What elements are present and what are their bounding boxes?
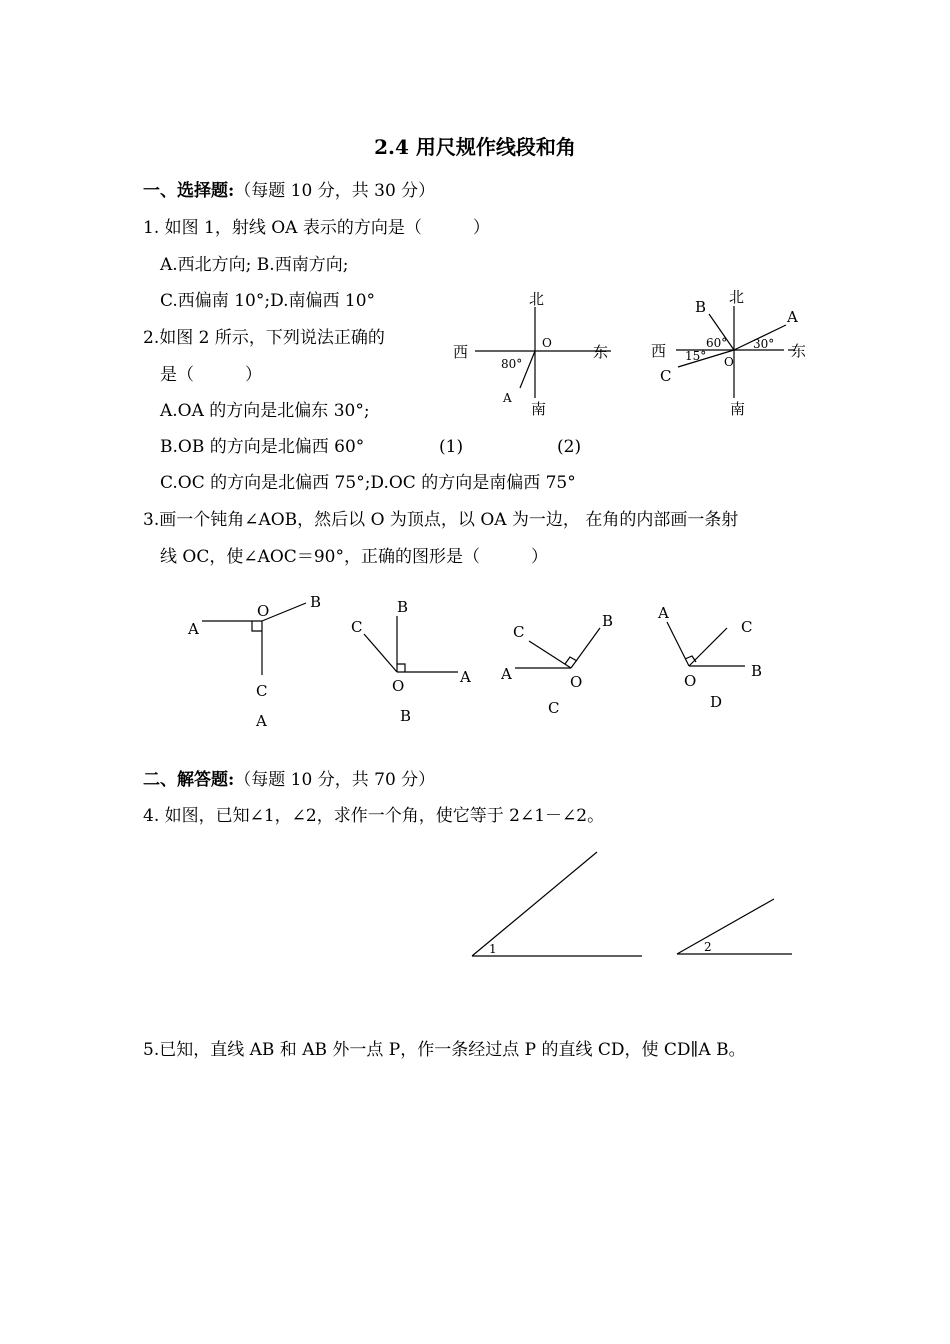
q3-stem-line1: 3.画一个钝角∠AOB，然后以 O 为顶点，以 OA 为一边， 在角的内部画一条射 (143, 510, 739, 530)
label-b: B (397, 598, 409, 616)
origin-label: O (724, 355, 734, 369)
section1-header (143, 181, 435, 201)
angle-30-label: 30° (753, 337, 775, 351)
ray-ob (571, 628, 600, 668)
section2-heading: 二、解答题: (143, 770, 235, 790)
figure1-compass (440, 280, 620, 420)
q1-stem: 1. 如图 1，射线 OA 表示的方向是（ ） (143, 218, 490, 238)
q3-stem-line2: 线 OC，使∠AOC＝90°，正确的图形是（ ） (160, 547, 548, 567)
label-a: A (188, 620, 199, 638)
angle-60-label: 60° (706, 336, 728, 350)
angle2-label: 2 (704, 940, 712, 954)
label-o: O (570, 673, 583, 691)
page-title: 2.4 用尺规作线段和角 (374, 135, 576, 159)
section1-heading: 一、选择题: (143, 181, 235, 201)
label-c: C (351, 618, 363, 636)
q3-option-c-figure (495, 590, 625, 730)
west-label: 西 (651, 342, 667, 360)
west-label: 西 (453, 343, 469, 361)
angle-label: 80° (501, 357, 523, 371)
q2-stem-line2: 是（ ） (160, 365, 262, 385)
option-d-letter: D (710, 693, 723, 711)
option-a-letter: A (256, 712, 267, 730)
q5-stem: 5.已知，直线 AB 和 AB 外一点 P，作一条经过点 P 的直线 CD，使 CD∥A B。 (143, 1040, 746, 1060)
east-label: 东 (593, 343, 609, 361)
angle1-side (472, 852, 597, 956)
label-o: O (257, 602, 270, 620)
q2-stem-line1: 2.如图 2 所示，下列说法正确的 (143, 328, 385, 348)
q1-options-cd: C.西偏南 10°;D.南偏西 10° (160, 291, 376, 311)
q3-option-b-figure (340, 590, 490, 730)
label-c: C (513, 623, 525, 641)
ray-oa (667, 622, 689, 666)
angle2-side (677, 899, 774, 954)
option-b-letter: B (400, 707, 412, 725)
label-a: A (501, 665, 512, 683)
south-label: 南 (531, 400, 547, 418)
section2-header (143, 770, 435, 790)
label-a: A (658, 604, 669, 622)
q4-stem: 4. 如图，已知∠1，∠2，求作一个角，使它等于 2∠1－∠2。 (143, 806, 605, 826)
section2-note: （每题 10 分，共 70 分） (234, 770, 436, 790)
north-label: 北 (529, 290, 545, 308)
ray-b-label: B (695, 298, 707, 316)
angle-15-label: 15° (685, 349, 707, 363)
label-o: O (684, 672, 697, 690)
ray-oc (364, 634, 397, 672)
label-b: B (602, 612, 614, 630)
ray-c-label: C (660, 367, 672, 385)
q2-option-b: B.OB 的方向是北偏西 60° (160, 437, 365, 457)
figure1-caption: (1) (439, 437, 464, 457)
ray-a-label: A (787, 308, 798, 326)
right-angle-mark (252, 621, 262, 631)
option-c-letter: C (548, 699, 560, 717)
label-b: B (310, 593, 322, 611)
ray-a-label: A (503, 391, 512, 405)
origin-label: O (542, 336, 552, 350)
section1-note: （每题 10 分，共 30 分） (234, 181, 436, 201)
q3-option-a-figure (180, 590, 340, 730)
south-label: 南 (730, 400, 746, 418)
q3-option-d-figure (650, 590, 780, 730)
q1-options-ab: A.西北方向; B.西南方向; (160, 255, 349, 275)
figure2-caption: (2) (557, 437, 582, 457)
label-c: C (741, 618, 753, 636)
label-c: C (256, 682, 268, 700)
label-a: A (460, 668, 471, 686)
right-angle-mark (397, 664, 405, 672)
q2-options-cd: C.OC 的方向是北偏西 75°;D.OC 的方向是南偏西 75° (160, 473, 576, 493)
angle1-label: 1 (489, 942, 497, 956)
east-label: 东 (791, 342, 807, 360)
north-label: 北 (729, 288, 745, 306)
label-o: O (392, 677, 405, 695)
ray-oc (529, 641, 571, 668)
label-b: B (751, 662, 763, 680)
figure2-compass (640, 280, 830, 420)
q2-option-a: A.OA 的方向是北偏东 30°; (160, 401, 370, 421)
q4-angles-figure (460, 840, 810, 970)
